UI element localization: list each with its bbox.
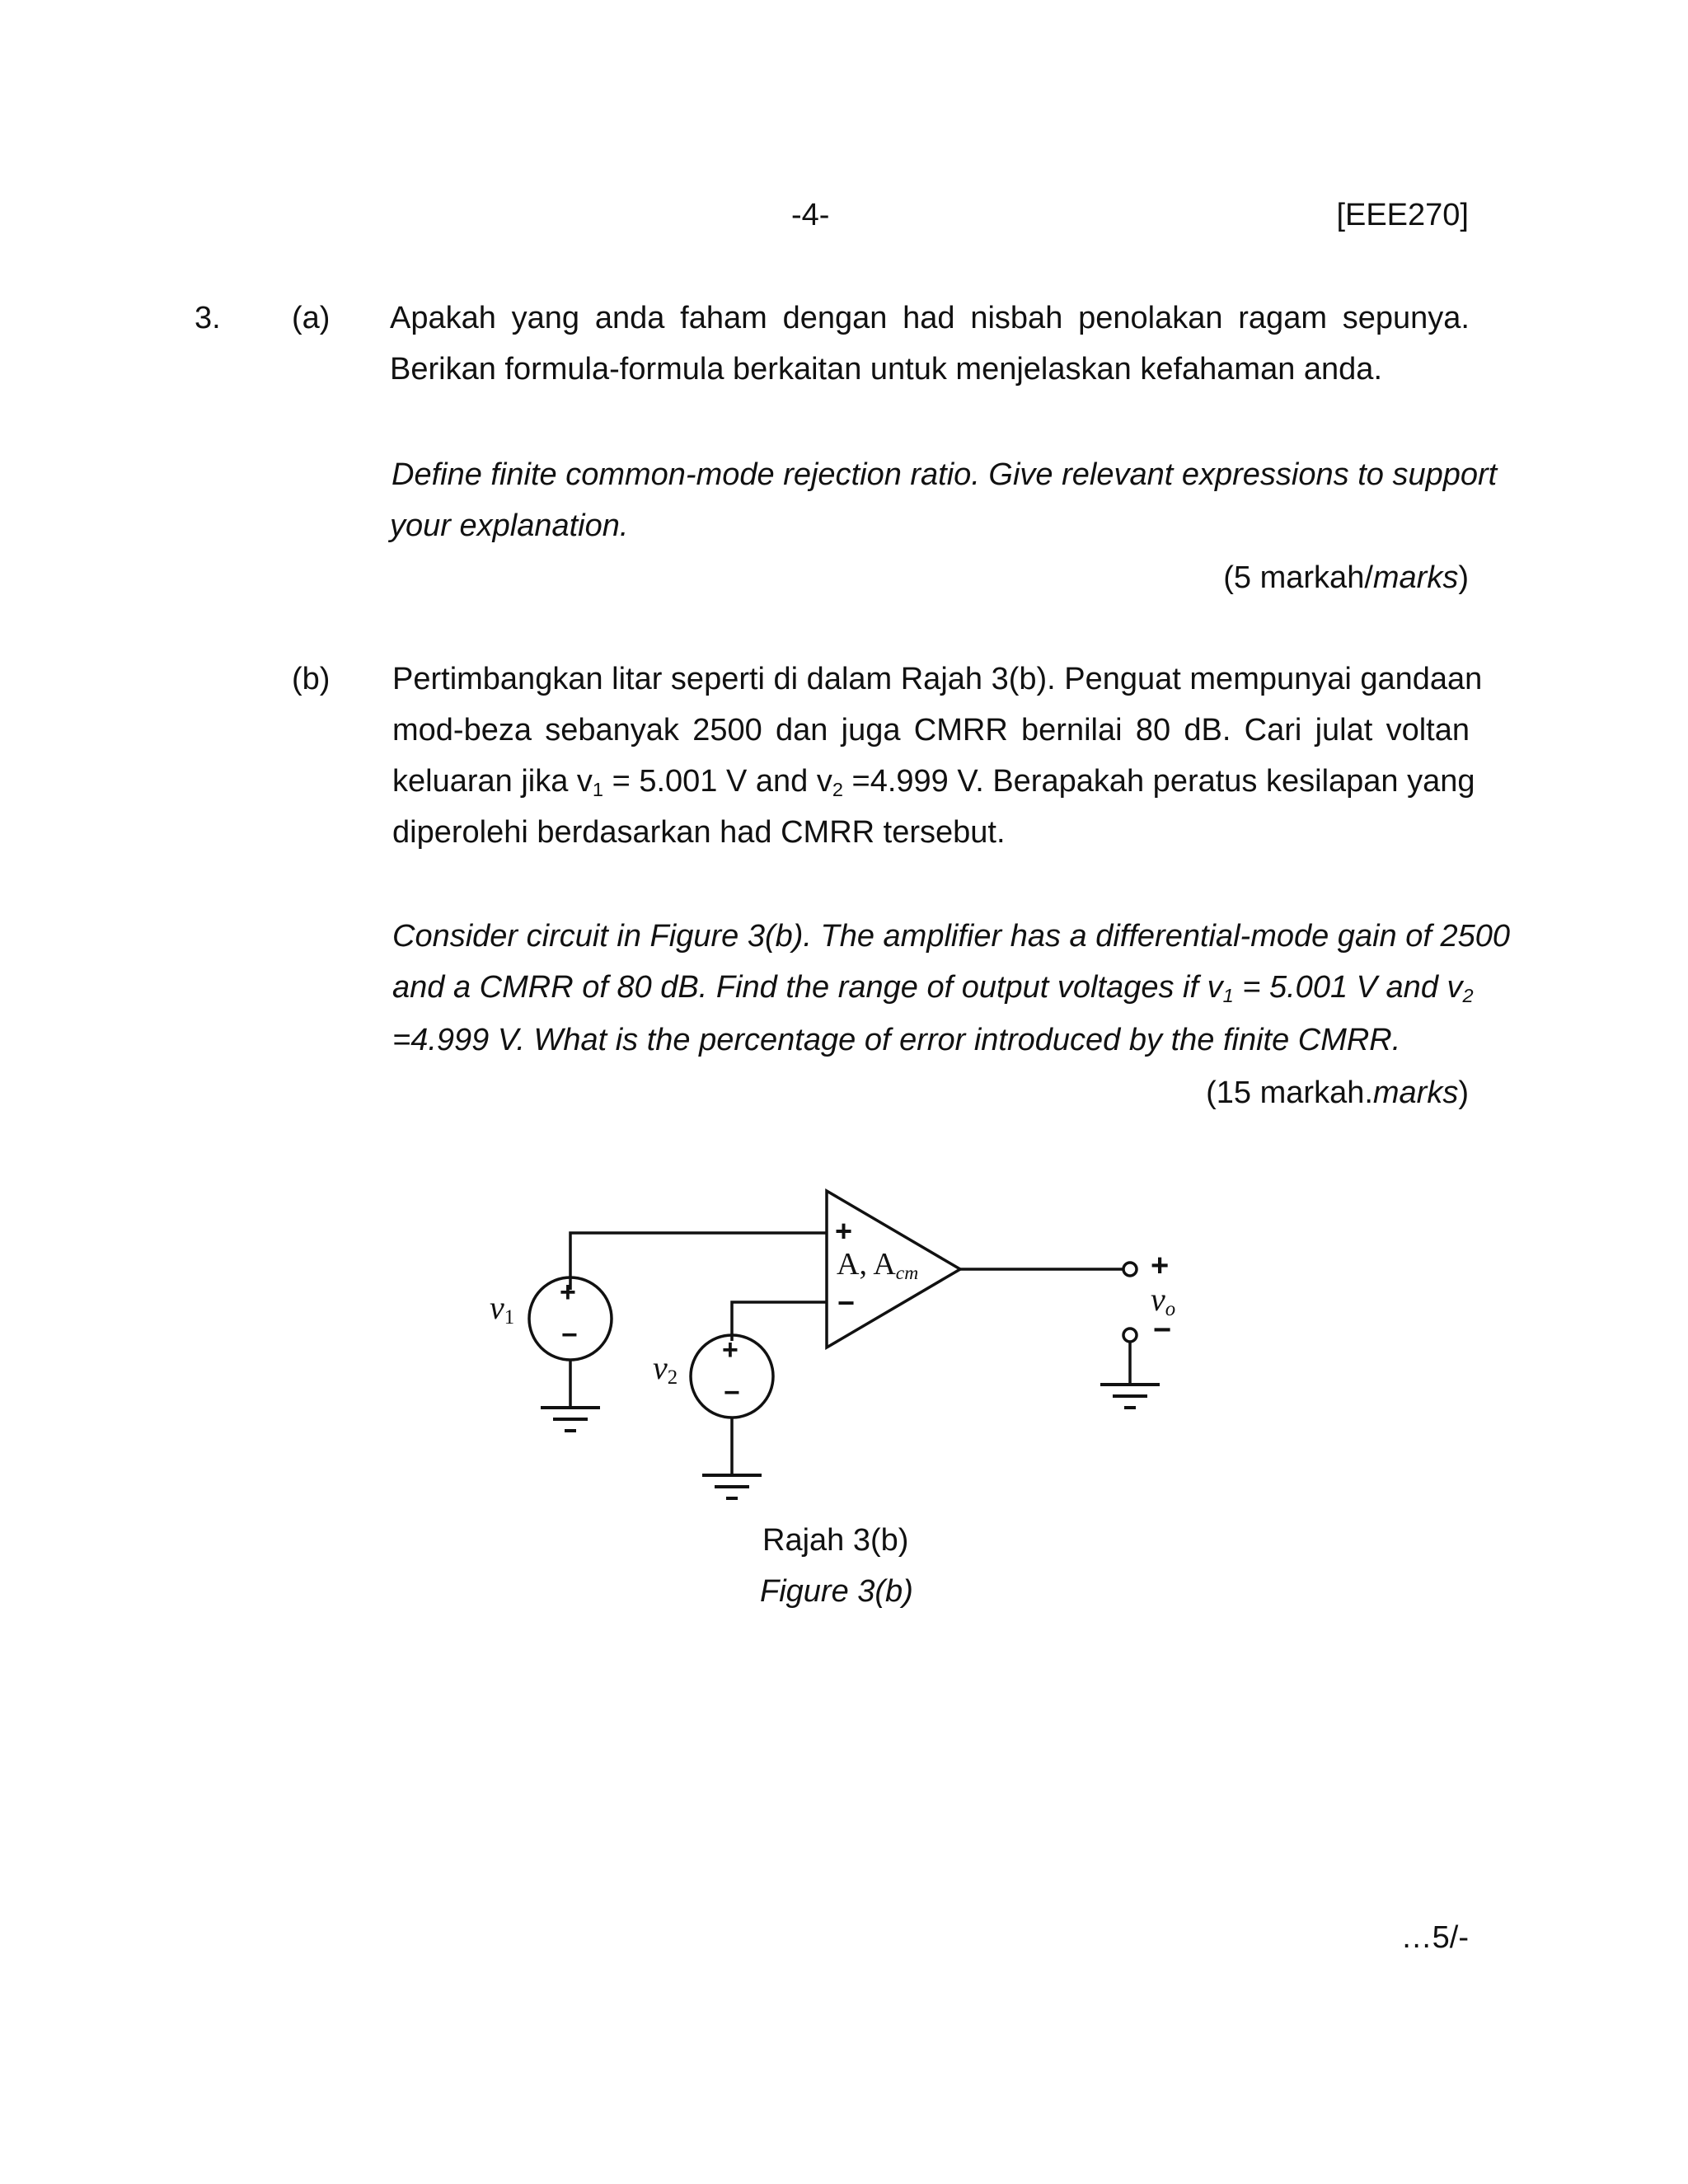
opamp-plus-sign: +: [835, 1214, 853, 1248]
part-b-label: (b): [292, 662, 331, 696]
part-b-malay-line-3: keluaran jika $v_1 = 5.001$ V and $v_2 =4.999$ V. Berapakah peratus kesilapan yang: [392, 764, 1475, 800]
part-b-marks-italic: marks: [1372, 1076, 1459, 1110]
part-b-english-line-3: =4.999 V. What is the percentage of error introduced by the finite CMRR.: [392, 1023, 1401, 1057]
figure-caption-malay: Rajah 3(b): [762, 1523, 909, 1558]
part-b-english-line-1: Consider circuit in Figure 3(b). The amplifier has a differential-mode gain of 2500: [392, 919, 1510, 954]
part-a-malay-line-2: Berikan formula-formula berkaitan untuk menjelaskan kefahaman anda.: [390, 352, 1382, 387]
vo-plus-terminal: [1123, 1263, 1137, 1276]
part-b-english-line-2: and a CMRR of 80 dB. Find the range of output voltages if $v_1 = 5.001$ V and $v_2$: [392, 970, 1474, 1006]
ground-symbol-v1: [541, 1408, 600, 1431]
part-a-english-line-1: Define finite common-mode rejection ratio. Give relevant expressions to support: [392, 457, 1498, 492]
ground-symbol-output: [1100, 1385, 1160, 1408]
part-a-english-line-2: your explanation.: [390, 509, 629, 543]
ground-symbol-v2: [702, 1475, 762, 1498]
v2-plus-sign: +: [722, 1334, 738, 1366]
v2-label: $v_2$: [653, 1349, 678, 1390]
vo-minus-terminal: [1123, 1329, 1137, 1342]
part-a-marks-prefix: (5 markah/: [1223, 560, 1373, 595]
opamp-minus-sign: −: [837, 1286, 856, 1319]
part-a-marks-suffix: ): [1458, 560, 1469, 595]
question-number: 3.: [195, 301, 221, 335]
part-a-label: (a): [292, 301, 331, 335]
wire-v1-to-plus: [570, 1233, 827, 1290]
opamp-gain-label: A, $A_{cm}$: [837, 1247, 919, 1284]
v1-plus-sign: +: [560, 1277, 576, 1308]
page-number: -4-: [791, 198, 830, 232]
part-b-marks-prefix: (15 markah.: [1206, 1076, 1373, 1110]
vo-label: $v_o$: [1151, 1281, 1176, 1321]
v2-minus-sign: −: [724, 1377, 740, 1408]
v1-minus-sign: −: [561, 1319, 578, 1351]
wire-v2-to-minus: [732, 1302, 827, 1341]
part-b-malay-line-4: diperolehi berdasarkan had CMRR tersebut.: [392, 815, 1006, 850]
part-a-malay-line-1: Apakah yang anda faham dengan had nisbah penolakan ragam sepunya.: [390, 301, 1470, 335]
part-b-malay-line-1: Pertimbangkan litar seperti di dalam Rajah 3(b). Penguat mempunyai gandaan: [392, 662, 1483, 696]
v1-label: $v_1$: [490, 1289, 515, 1329]
next-page-indicator: …5/-: [1400, 1920, 1469, 1955]
vo-minus-sign: −: [1153, 1313, 1172, 1347]
vo-plus-sign: +: [1151, 1249, 1170, 1283]
part-a-marks-italic: marks: [1372, 560, 1459, 595]
part-b-marks-suffix: ): [1458, 1076, 1469, 1110]
course-code: [EEE270]: [1336, 198, 1469, 232]
figure-caption-english: Figure 3(b): [760, 1574, 913, 1609]
part-b-malay-line-2: mod-beza sebanyak 2500 dan juga CMRR bernilai 80 dB. Cari julat voltan: [392, 713, 1470, 748]
